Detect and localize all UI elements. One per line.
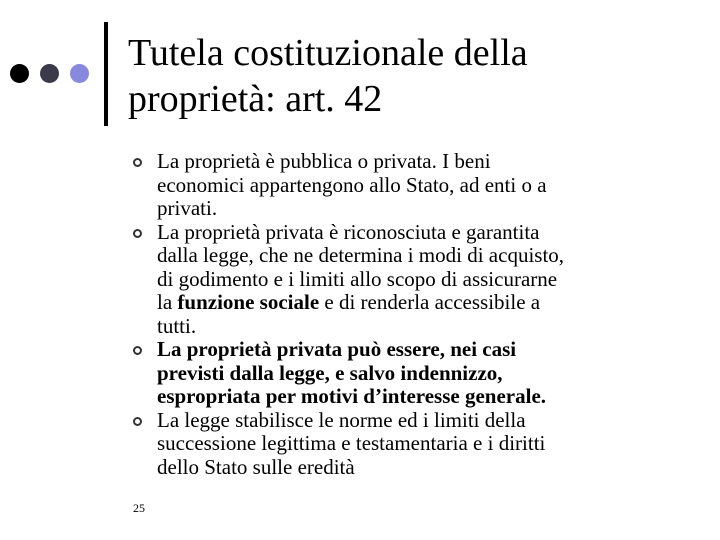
bullet-list (140, 150, 700, 479)
title-line-2: proprietà: art. 42 (128, 78, 383, 120)
bullet-item (140, 150, 700, 221)
bullet-text: previsti dalla legge, e salvo indennizzo, (157, 360, 503, 385)
bullet-text: privati. (157, 196, 218, 220)
bullet-text-post: e di renderla accessibile a (319, 290, 541, 314)
bullet-item (140, 409, 700, 480)
bullet-circle-icon (133, 158, 142, 167)
bullet-text: La proprietà è pubblica o privata. I beni (157, 149, 491, 173)
title-divider (104, 22, 108, 126)
title-line-1: Tutela costituzionale della (128, 32, 528, 74)
bullet-text: dalla legge, che ne determina i modi di acquisto, (157, 243, 565, 267)
slide-number: 25 (133, 501, 145, 515)
bullet-text: La proprietà privata è riconosciuta e garantita (157, 219, 540, 244)
dot-icon (70, 64, 89, 83)
bullet-item-bold (140, 338, 700, 409)
bullet-text: La proprietà privata può essere, nei casi (157, 337, 517, 361)
slide-title (128, 30, 688, 122)
bullet-text: espropriata per motivi d’interesse generale. (157, 384, 547, 408)
bullet-circle-icon (133, 229, 142, 238)
bullet-text: La legge stabilisce le norme ed i limiti della (157, 407, 526, 432)
bullet-item (140, 221, 700, 339)
bullet-text-mixed (157, 291, 700, 315)
bullet-text-bold: funzione sociale (177, 290, 320, 314)
bullet-text: tutti. (157, 313, 197, 338)
bullet-text: di godimento e i limiti allo scopo di assicurarne (157, 266, 558, 291)
decorative-dots (10, 64, 100, 84)
bullet-text: dello Stato sulle eredità (157, 454, 355, 479)
dot-icon (10, 64, 29, 83)
bullet-text: successione legittima e testamentaria e i diritti (157, 431, 546, 455)
bullet-text: economici appartengono allo Stato, ad enti o a (157, 172, 547, 197)
bullet-text-pre: la (157, 290, 178, 314)
dot-icon (40, 64, 59, 83)
bullet-circle-icon (133, 417, 142, 426)
bullet-circle-icon (133, 346, 142, 355)
